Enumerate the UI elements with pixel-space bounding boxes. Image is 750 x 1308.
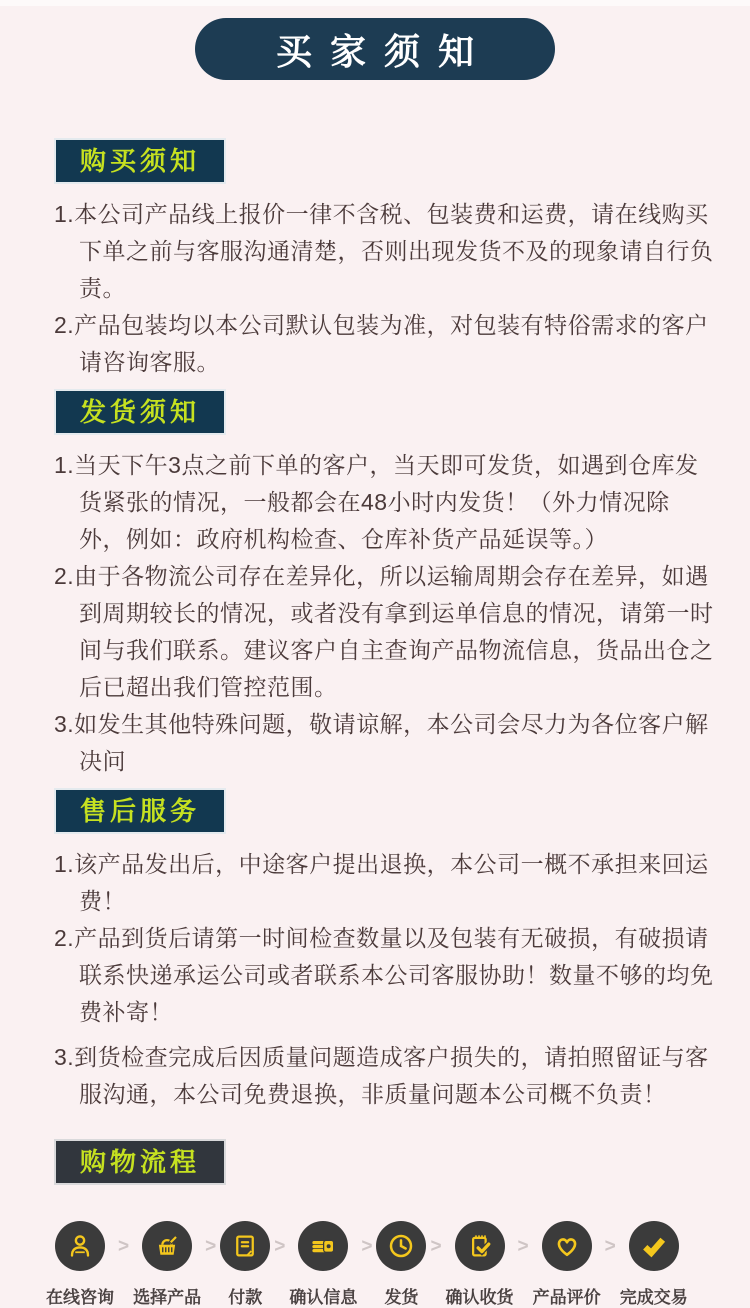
process-step-review — [533, 1221, 601, 1308]
step-label: 在线咨询 — [46, 1288, 114, 1307]
clock-icon — [376, 1221, 426, 1271]
step-label: 付款 — [228, 1288, 263, 1307]
person-icon — [55, 1221, 105, 1271]
arrow-separator: > — [274, 1236, 286, 1257]
process-step-complete — [620, 1221, 688, 1308]
process-step-payment — [220, 1221, 270, 1308]
check-icon — [629, 1221, 679, 1271]
heart-icon — [542, 1221, 592, 1271]
step-label: 完成交易 — [619, 1288, 688, 1307]
after-sales-item-1: 1.该产品发出后，中途客户提出退换，本公司一概不承担来回运费！ — [54, 851, 709, 914]
section-title-after-sales: 售后服务 — [54, 788, 226, 834]
process-step-confirm-receipt — [446, 1221, 514, 1308]
section-title-shopping-process: 购物流程 — [54, 1139, 226, 1185]
purchase-notice-item-1: 1.本公司产品线上报价一律不含税、包装费和运费，请在线购买下单之前与客服沟通清楚，否则出现发货不及的现象请自行负责。 — [54, 201, 714, 301]
process-step-choose-product — [133, 1221, 201, 1308]
basket-icon — [142, 1221, 192, 1271]
purchase-notice-item-2: 2.产品包装均以本公司默认包装为准，对包装有特俗需求的客户请咨询客服。 — [54, 312, 709, 375]
receipt-icon — [220, 1221, 270, 1271]
process-step-ship — [376, 1221, 426, 1308]
top-strip — [0, 0, 750, 6]
arrow-separator: > — [361, 1236, 373, 1257]
arrow-separator: > — [517, 1236, 529, 1257]
clipboard-check-icon — [455, 1221, 505, 1271]
shipping-notice-item-2: 2.由于各物流公司存在差异化，所以运输周期会存在差异，如遇到周期较长的情况，或者没有拿到运单信息的情况，请第一时间与我们联系。建议客户自主查询产品物流信息，货品出仓之后已超出我们管控范围。 — [54, 563, 714, 700]
purchase-notice-body — [54, 196, 714, 381]
arrow-separator: > — [604, 1236, 616, 1257]
step-label: 确认信息 — [289, 1288, 358, 1307]
arrow-separator: > — [205, 1236, 217, 1257]
shipping-notice-body — [54, 447, 714, 780]
shipping-notice-item-3: 3.如发生其他特殊问题，敬请谅解，本公司会尽力为各位客户解决问 — [54, 711, 709, 774]
after-sales-body — [54, 846, 714, 1113]
arrow-separator: > — [118, 1236, 130, 1257]
shopping-process-flow — [46, 1221, 714, 1308]
page-title: 买家须知 — [195, 18, 555, 80]
after-sales-item-3: 3.到货检查完成后因质量问题造成客户损失的，请拍照留证与客服沟通，本公司免费退换，非质量问题本公司概不负责！ — [54, 1044, 709, 1107]
step-label: 选择产品 — [133, 1288, 202, 1307]
shipping-notice-item-1: 1.当天下午3点之前下单的客户，当天即可发货，如遇到仓库发货紧张的情况，一般都会在48小时内发货！（外力情况除外，例如：政府机构检查、仓库补货产品延误等。） — [54, 452, 699, 552]
content — [0, 80, 750, 1308]
step-label: 发货 — [384, 1288, 419, 1307]
step-label: 确认收货 — [445, 1288, 514, 1307]
section-title-purchase-notice: 购买须知 — [54, 138, 226, 184]
arrow-separator: > — [430, 1236, 442, 1257]
step-label: 产品评价 — [532, 1288, 601, 1307]
process-step-online-consult — [46, 1221, 114, 1308]
after-sales-item-2: 2.产品到货后请第一时间检查数量以及包装有无破损，有破损请联系快递承运公司或者联系本公司客服协助！数量不够的均免费补寄！ — [54, 925, 714, 1025]
process-step-confirm-info — [289, 1221, 357, 1308]
cash-icon — [298, 1221, 348, 1271]
section-title-shipping-notice: 发货须知 — [54, 389, 226, 435]
